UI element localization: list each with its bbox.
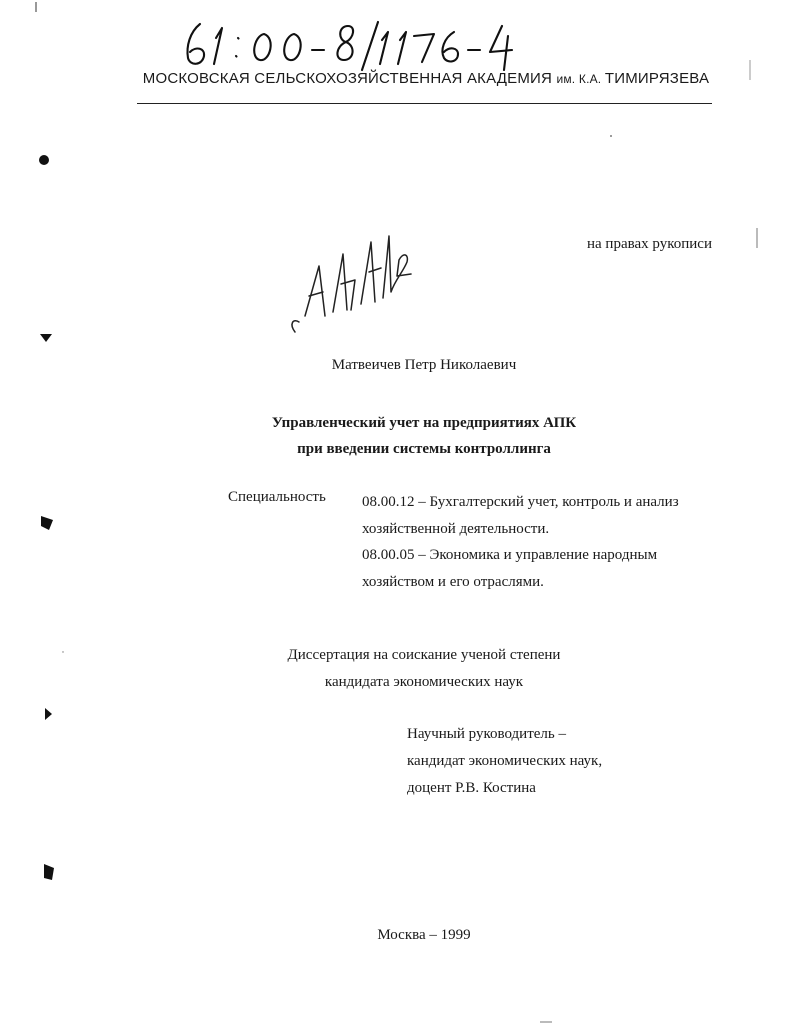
author-signature	[285, 232, 415, 337]
title-line-2: при введении системы контроллинга	[297, 441, 551, 457]
handwritten-archive-code	[178, 14, 578, 74]
supervisor-line-2: кандидат экономических наук,	[407, 753, 603, 769]
supervisor-line-3: доцент Р.В. Костина	[407, 780, 536, 796]
specialty-list	[362, 489, 679, 595]
specialty-line: хозяйственной деятельности.	[362, 520, 550, 537]
author-name: Матвеичев Петр Николаевич	[331, 357, 517, 373]
scientific-supervisor	[407, 721, 602, 802]
specialty-line: 08.00.12 – Бухгалтерский учет, контроль и анализ	[362, 494, 679, 510]
manuscript-rights-note: на правах рукописи	[587, 236, 712, 252]
header-divider	[137, 103, 712, 104]
binding-hole-mark	[39, 155, 49, 165]
dissertation-title	[0, 410, 794, 462]
specialty-line: 08.00.05 – Экономика и управление народным	[362, 547, 658, 563]
city-and-year: Москва – 1999	[377, 927, 471, 943]
binding-hole-mark	[45, 708, 52, 720]
degree-line-1: Диссертация на соискание ученой степени	[287, 647, 561, 663]
supervisor-line-1: Научный руководитель –	[407, 726, 566, 742]
academy-name: МОСКОВСКАЯ СЕЛЬСКОХОЗЯЙСТВЕННАЯ АКАДЕМИЯ	[142, 70, 553, 87]
degree-line-2: кандидата экономических наук	[324, 674, 524, 690]
academy-header	[0, 70, 794, 87]
binding-hole-mark	[40, 334, 52, 342]
degree-statement	[0, 642, 794, 696]
title-line-1: Управленческий учет на предприятиях АПК	[271, 415, 577, 431]
specialty-line: хозяйством и его отраслями.	[362, 573, 544, 590]
scan-speck	[610, 135, 612, 137]
academy-abbreviation: им. К.А.	[556, 72, 605, 86]
binding-hole-mark	[41, 516, 53, 530]
academy-person-name: ТИМИРЯЗЕВА	[604, 70, 710, 87]
specialty-label: Специальность	[228, 489, 326, 505]
binding-hole-mark	[44, 864, 54, 880]
